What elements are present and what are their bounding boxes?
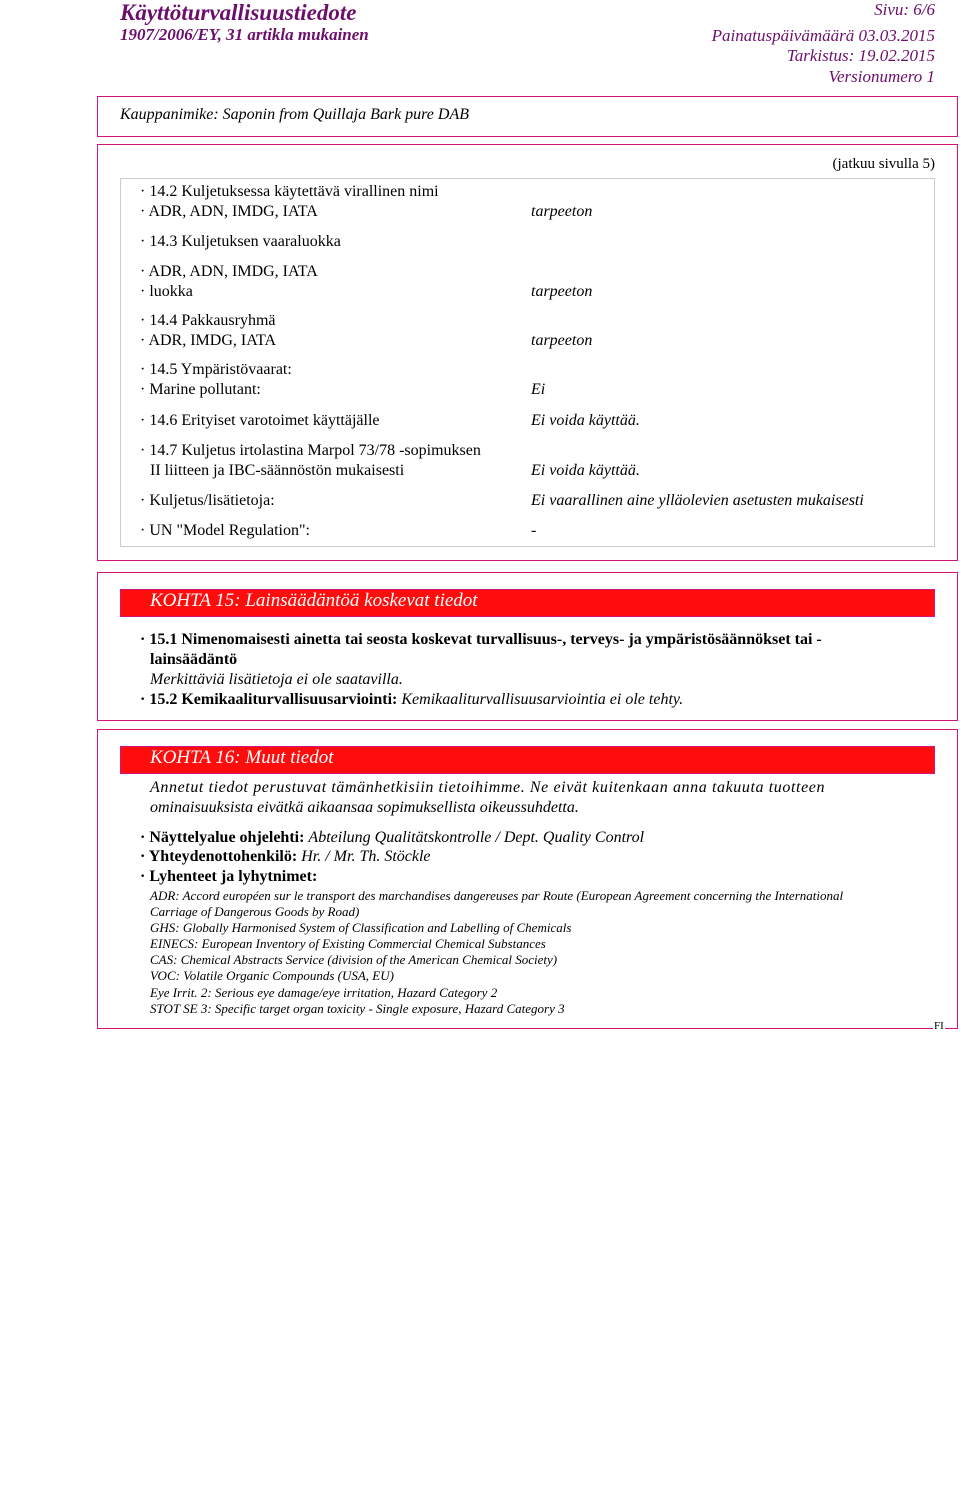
section16-heading: KOHTA 16: Muut tiedot [150, 747, 334, 768]
section16-heading-bar [120, 746, 935, 774]
row-14-4-label: · 14.4 Pakkausryhmä [140, 312, 276, 329]
version-number: Versionumero 1 [828, 67, 935, 86]
abbr-item: CAS: Chemical Abstracts Service (division of the American Chemical Society) [150, 952, 558, 967]
s15-1-heading: · 15.1 Nimenomaisesti ainetta tai seosta koskevat turvallisuus-, terveys- ja ympäristösäännökset tai - [140, 631, 822, 648]
row-14-6-label: · 14.6 Erityiset varotoimet käyttäjälle [140, 412, 380, 429]
page-number: Sivu: 6/6 [874, 0, 935, 19]
regulation-reference: 1907/2006/EY, 31 artikla mukainen [120, 25, 369, 44]
s16-intro-line2: ominaisuuksista eivätkä aikaansaa sopimuksellista oikeussuhdetta. [150, 799, 579, 816]
row-marine-pollutant-value: Ei [531, 381, 546, 398]
print-date: Painatuspäivämäärä 03.03.2015 [711, 26, 935, 45]
language-code: FI [934, 1020, 944, 1032]
s15-2-label: · 15.2 Kemikaaliturvallisuusarviointi: [140, 691, 398, 708]
contact-value: Hr. / Mr. Th. Stöckle [301, 848, 431, 865]
row-un-model-label: · UN "Model Regulation": [140, 522, 310, 539]
row-14-2-label: · 14.2 Kuljetuksessa käytettävä virallinen nimi [140, 183, 439, 200]
row-14-7-value: Ei voida käyttää. [531, 462, 640, 479]
s15-1-text: Merkittäviä lisätietoja ei ole saatavilla. [150, 671, 403, 688]
row-transport-modes-2-label: · ADR, ADN, IMDG, IATA [140, 263, 318, 280]
continued-note: (jatkuu sivulla 5) [832, 156, 935, 172]
section15-heading: KOHTA 15: Lainsäädäntöä koskevat tiedot [150, 590, 478, 611]
abbr-item: ADR: Accord européen sur le transport des marchandises dangereuses par Route (European Agreement concerning the International [150, 888, 844, 903]
row-additional-info-label: · Kuljetus/lisätietoja: [140, 492, 275, 509]
row-packing-value: tarpeeton [531, 332, 593, 349]
row-14-6-value: Ei voida käyttää. [531, 412, 640, 429]
revision-date: Tarkistus: 19.02.2015 [786, 46, 935, 65]
section15-heading-bar [120, 589, 935, 617]
row-14-7-label-cont: II liitteen ja IBC-säännöstön mukaisesti [150, 462, 405, 479]
dept-value: Abteilung Qualitätskontrolle / Dept. Quality Control [308, 829, 645, 846]
row-14-3-label: · 14.3 Kuljetuksen vaaraluokka [140, 233, 341, 250]
dept-label: · Näyttelyalue ohjelehti: [140, 829, 305, 846]
abbr-item: STOT SE 3: Specific target organ toxicity - Single exposure, Hazard Category 3 [150, 1001, 565, 1016]
s15-2-text: Kemikaaliturvallisuusarviointia ei ole tehty. [401, 691, 684, 708]
contact-label: · Yhteydenottohenkilö: [140, 848, 298, 865]
row-packing-modes-label: · ADR, IMDG, IATA [140, 332, 277, 349]
abbr-item: Eye Irrit. 2: Serious eye damage/eye irritation, Hazard Category 2 [150, 985, 498, 1000]
row-transport-modes-label: · ADR, ADN, IMDG, IATA [140, 203, 318, 220]
row-class-label: · luokka [140, 283, 193, 300]
row-un-model-value: - [531, 522, 537, 539]
row-additional-info-value: Ei vaarallinen aine ylläolevien asetusten mukaisesti [531, 492, 864, 509]
trade-name: Kauppanimike: Saponin from Quillaja Bark pure DAB [120, 106, 469, 123]
abbr-item: VOC: Volatile Organic Compounds (USA, EU) [150, 968, 394, 983]
s16-intro-line1: Annetut tiedot perustuvat tämänhetkisiin tietoihimme. Ne eivät kuitenkaan anna takuuta tuotteen [150, 779, 826, 796]
abbr-item: GHS: Globally Harmonised System of Classification and Labelling of Chemicals [150, 920, 572, 935]
abbr-label: · Lyhenteet ja lyhytnimet: [140, 868, 318, 885]
row-transport-modes-value: tarpeeton [531, 203, 593, 220]
s15-1-heading-cont: lainsäädäntö [150, 651, 238, 668]
row-14-7-label: · 14.7 Kuljetus irtolastina Marpol 73/78 -sopimuksen [140, 442, 481, 459]
abbr-item: Carriage of Dangerous Goods by Road) [150, 904, 360, 919]
abbr-item: EINECS: European Inventory of Existing Commercial Chemical Substances [150, 936, 546, 951]
row-class-value: tarpeeton [531, 283, 593, 300]
row-marine-pollutant-label: · Marine pollutant: [140, 381, 261, 398]
document-title: Käyttöturvallisuustiedote [120, 0, 357, 25]
row-14-5-label: · 14.5 Ympäristövaarat: [140, 361, 292, 378]
